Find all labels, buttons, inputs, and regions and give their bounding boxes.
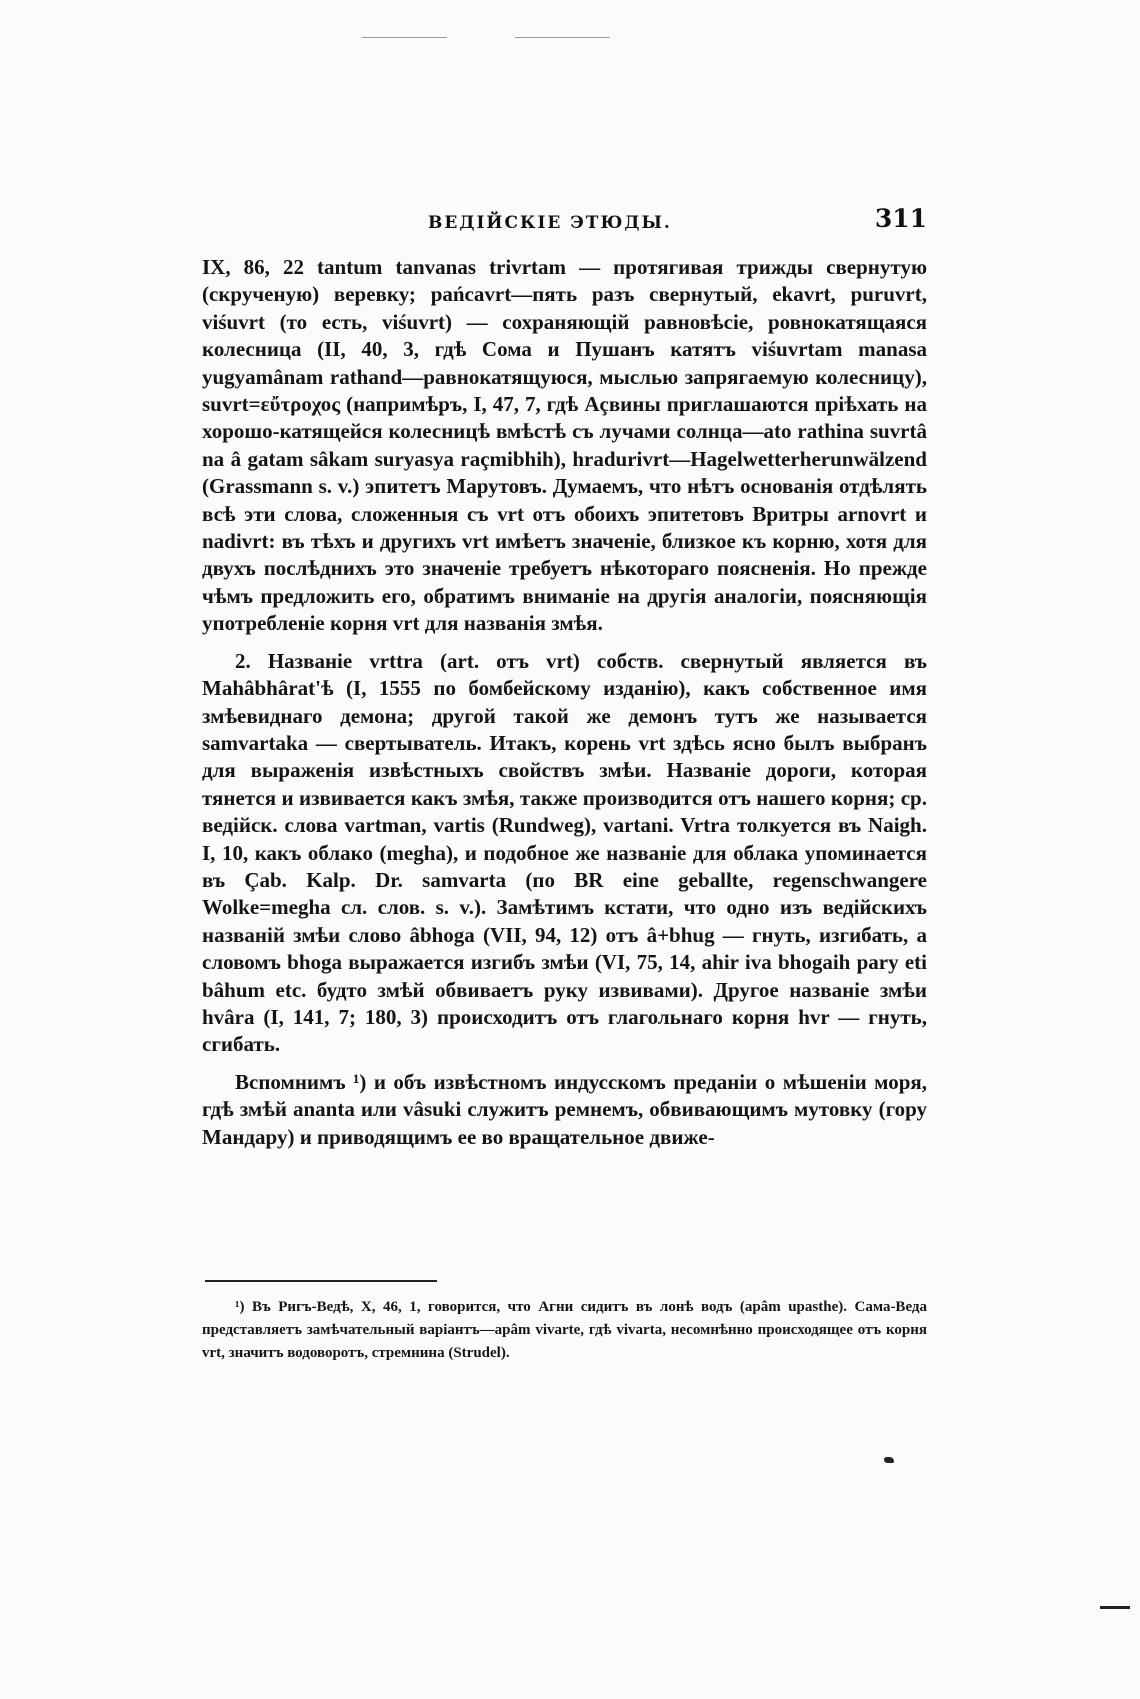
footnote-text: ¹) Въ Ригъ-Ведѣ, X, 46, 1, говорится, что Агни сидитъ въ лонѣ водъ (apâm upasthe). Сама-Веда представляетъ замѣчательный варіантъ—apâm vivarte, гдѣ vivarta, несомнѣнно происходящее отъ корня vrt, значитъ водоворотъ, стремнина (Strudel). — [202, 1299, 927, 1361]
footnote-divider — [205, 1280, 437, 1282]
paragraph-1: IX, 86, 22 tantum tanvanas trivrtam — протягивая трижды свернутую (скрученую) веревку; pańcavrt—пять разъ свернутый, ekavrt, puruvrt, viśuvrt (то есть, viśuvrt) — сохраняющій равновѣсіе, ровнокатящаяся колесница (II, 40, 3, гдѣ Сома и Пушанъ катятъ viśuvrtam manasa yugyamânam rathand—равнокатящуюся, мыслью запрягаемую колесницу), suvrt=εὔτροχος (напримѣръ, I, 47, 7, гдѣ Açвины приглашаются пріѣхать на хорошо-катящейся колесницѣ вмѣстѣ съ лучами солнца—ato rathina suvrtâ na â gatam sâkam suryasya raçmibhih), hradurivrt—Hagelwetterherunwälzend (Grassmann s. v.) эпитетъ Марутовъ. Думаемъ, что нѣтъ основанія отдѣлять всѣ эти слова, сложенныя съ vrt отъ обоихъ эпитетовъ Вритры arnovrt и nadivrt: въ тѣхъ и другихъ vrt имѣетъ значеніе, близкое къ корню, хотя для двухъ послѣднихъ это значеніе требуетъ нѣкотораго поясненія. Но прежде чѣмъ предложить его, обратимъ вниманіе на другія аналогіи, поясняющія употребленіе корня vrt для названія змѣя. — [202, 255, 927, 636]
page-number: 311 — [874, 204, 927, 233]
edge-mark — [1100, 1606, 1130, 1609]
main-text — [202, 254, 927, 1151]
scan-artifact-line — [362, 37, 447, 38]
paragraph-2: 2. Названіе vrttra (art. отъ vrt) собств. свернутый является въ Mahâbhârat'ѣ (I, 1555 по бомбейскому изданію), какъ собственное имя змѣевиднаго демона; другой такой же демонъ тутъ же называется samvartaka — свертыватель. Итакъ, корень vrt здѣсь ясно былъ выбранъ для выраженія извѣстныхъ свойствъ змѣи. Названіе дороги, которая тянется и извивается какъ змѣя, также производится отъ нашего корня; ср. ведійск. слова vartman, vartis (Rundweg), vartani. Vrtra толкуется въ Naigh. I, 10, какъ облако (megha), и подобное же названіе для облака упоминается въ Çab. Kalp. Dr. samvarta (по BR eine geballte, regenschwangere Wolke=megha сл. слов. s. v.). Замѣтимъ кстати, что одно изъ ведійскихъ названій змѣи слово âbhoga (VII, 94, 12) отъ â+bhug — гнуть, изгибать, а словомъ bhoga выражается изгибъ змѣи (VI, 75, 14, ahir iva bhogaih pary eti bâhum etc. будто змѣй обвиваетъ руку извивами). Другое названіе змѣи hvâra (I, 141, 7; 180, 3) происходитъ отъ глагольнаго корня hvr — гнуть, сгибать. — [202, 648, 927, 1057]
running-title: ВЕДІЙСКІЕ ЭТЮДЫ. — [428, 213, 672, 233]
footnote — [202, 1296, 927, 1365]
paragraph-3: Вспомнимъ ¹) и объ извѣстномъ индусскомъ преданіи о мѣшеніи моря, гдѣ змѣй ananta или vâsuki служитъ ремнемъ, обвивающимъ мутовку (гору Мандару) и приводящимъ ее во вращательное движе- — [202, 1069, 927, 1149]
scan-artifact-line — [515, 37, 610, 38]
ink-speck — [884, 1457, 894, 1463]
page-header — [202, 204, 927, 244]
